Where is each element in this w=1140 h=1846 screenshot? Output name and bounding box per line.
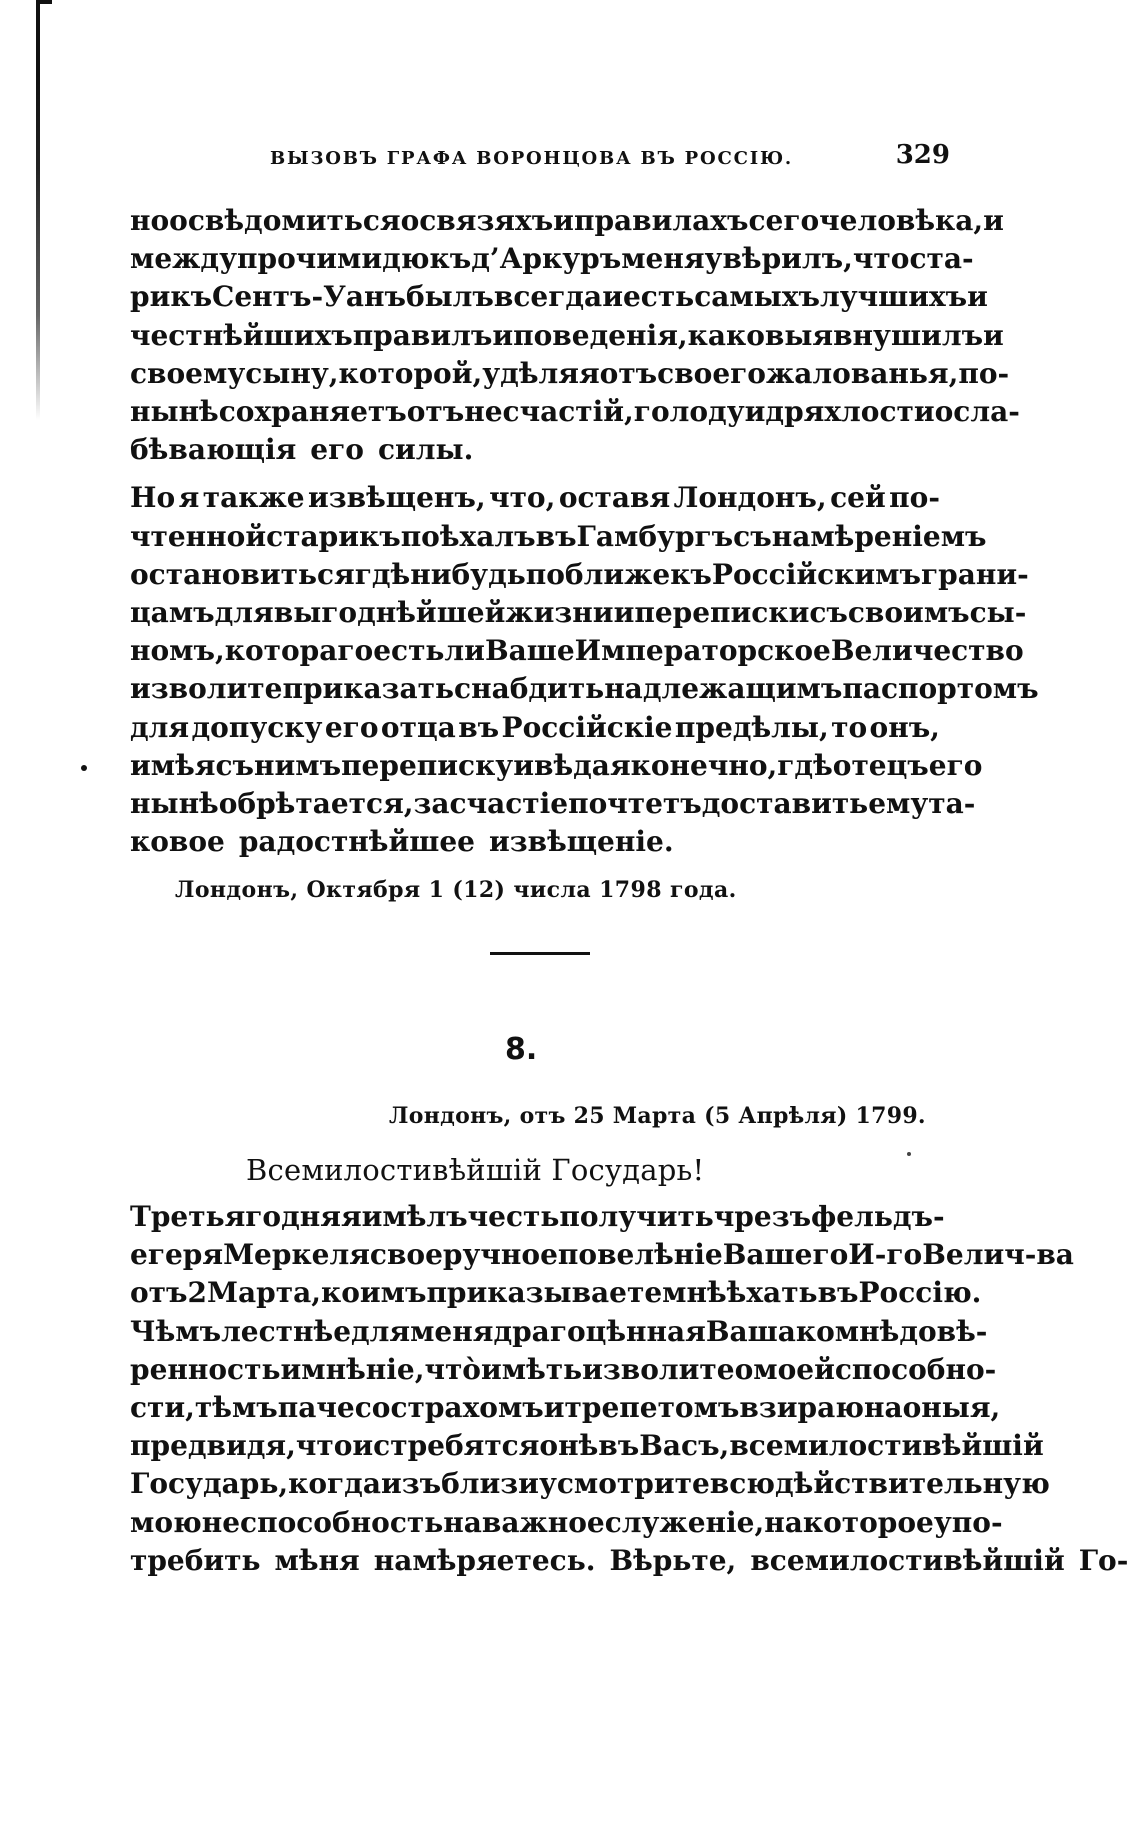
word: лестнѣе — [221, 1314, 352, 1348]
word: рикъ — [130, 280, 213, 314]
word: что, — [489, 481, 556, 515]
word: трепетомъ — [564, 1391, 740, 1425]
word: и — [513, 748, 534, 782]
word: жалованья, — [765, 356, 959, 390]
word: ему — [868, 787, 929, 821]
word: ста- — [909, 242, 974, 276]
word: я — [340, 1200, 362, 1233]
date-line: Лондонъ, отъ 25 Марта (5 Апрѣля) 1799. — [389, 1103, 926, 1129]
word: дѣйствительную — [775, 1467, 1050, 1501]
word: котораго — [224, 634, 374, 668]
word: Лондонъ, — [673, 481, 827, 515]
word: честнѣйшихъ — [130, 318, 353, 352]
word: оставя — [558, 481, 671, 515]
word: когда — [288, 1467, 381, 1501]
document-number: 8. — [505, 1032, 538, 1067]
word: ко — [795, 1314, 835, 1348]
word: Государь, — [130, 1467, 289, 1501]
text-line — [130, 1274, 982, 1312]
word: изволите — [582, 1352, 735, 1386]
word: и — [983, 204, 1004, 237]
text-line — [130, 1427, 1044, 1465]
word: поближе — [525, 557, 671, 591]
signature-line: Лондонъ, Октября 1 (12) числа 1798 года. — [175, 877, 737, 903]
word: 2 — [187, 1276, 207, 1310]
word: изъ — [380, 1467, 442, 1501]
word: почтетъ — [568, 787, 702, 821]
text-line — [130, 240, 974, 278]
word: сыну, — [245, 356, 339, 390]
word: то — [831, 710, 868, 744]
word: д’Аркуръ — [471, 242, 622, 276]
word: страхомъ — [390, 1391, 544, 1425]
word: чтò — [424, 1352, 481, 1386]
word: допуску — [191, 710, 323, 744]
word: на — [443, 1505, 482, 1539]
word: Но — [130, 481, 176, 515]
word: осла- — [934, 395, 1020, 429]
word: переписку — [341, 748, 514, 782]
word: нынѣ — [130, 787, 219, 821]
page-number: 329 — [895, 140, 950, 170]
document-1-body — [130, 202, 1039, 861]
word: удѣляя — [482, 356, 600, 390]
word: повелѣніе — [557, 1238, 723, 1272]
word: надлежащимъ — [604, 672, 843, 706]
word: его — [928, 748, 983, 782]
word: имѣя — [130, 748, 216, 782]
word: жизни — [505, 596, 614, 630]
word: честь — [467, 1200, 560, 1233]
word: онѣ — [539, 1429, 599, 1463]
word: коимъ — [320, 1276, 427, 1310]
word: требить — [130, 1543, 261, 1577]
word: своего — [657, 356, 766, 390]
word: что — [295, 1429, 353, 1463]
word: правилахъ — [573, 204, 749, 237]
word: имѣлъ — [361, 1200, 468, 1233]
word: также — [202, 481, 305, 515]
word: меня — [410, 1314, 494, 1348]
word: къ — [670, 557, 712, 591]
word: Гамбургъ — [576, 519, 734, 553]
word: и — [553, 204, 574, 237]
word: моей — [753, 1352, 835, 1386]
word: Вѣрьте, — [609, 1543, 737, 1577]
word: сей — [830, 481, 886, 515]
word: Го- — [1078, 1543, 1129, 1577]
word: ковое — [130, 825, 225, 859]
word: Ваше — [484, 634, 575, 668]
text-line — [130, 393, 1020, 431]
section-divider — [490, 952, 590, 955]
word: Величество — [830, 634, 1024, 668]
word: отецъ — [832, 748, 929, 782]
word: близи — [441, 1467, 539, 1501]
word: увѣрилъ, — [704, 242, 853, 276]
word: вѣдая — [534, 748, 631, 782]
word: внушилъ — [833, 318, 984, 352]
text-line — [130, 1504, 1003, 1542]
word: довѣ- — [899, 1314, 988, 1348]
word: между — [130, 242, 237, 276]
word: въ — [598, 1429, 640, 1463]
word: и — [602, 280, 623, 314]
word: остановиться — [130, 557, 355, 591]
word: изволите — [130, 672, 283, 706]
text-line — [130, 632, 1024, 670]
word: извѣщенъ, — [308, 481, 486, 515]
paragraph — [130, 479, 1039, 861]
word: Меркеля — [223, 1238, 370, 1272]
word: былъ — [405, 280, 494, 314]
word: лучшихъ — [819, 280, 968, 314]
word: всегда — [493, 280, 603, 314]
word: Сентъ-Уанъ — [212, 280, 406, 314]
word: дня — [281, 1200, 341, 1233]
word: Велич-ва — [922, 1238, 1074, 1272]
word: намѣреніемъ — [771, 519, 987, 553]
word: съ — [215, 748, 254, 782]
word: мнѣніе, — [301, 1352, 425, 1386]
word: естьли — [373, 634, 485, 668]
word: поѣхалъ — [400, 519, 536, 553]
word: дюкъ — [382, 242, 472, 276]
text-line — [130, 1313, 988, 1351]
word: сего — [748, 204, 820, 237]
word: на — [863, 1391, 903, 1425]
word: сти, — [130, 1391, 195, 1425]
word: неспособность — [201, 1505, 444, 1539]
word: Третьяго — [130, 1200, 282, 1233]
word: но — [130, 204, 170, 237]
word: о — [734, 1352, 754, 1386]
word: самыхъ — [694, 280, 820, 314]
text-line — [130, 1465, 1050, 1503]
word: въ — [458, 710, 500, 744]
word: номъ, — [130, 634, 225, 668]
document-2-body — [130, 1198, 1129, 1580]
word: егеря — [130, 1238, 224, 1272]
word: нынѣ — [130, 395, 219, 429]
word: освѣдомиться — [169, 204, 401, 237]
word: снабдить — [454, 672, 605, 706]
word: меня — [621, 242, 705, 276]
word: Васъ, — [639, 1429, 730, 1463]
word: въ — [535, 519, 577, 553]
word: бѣвающія — [130, 433, 297, 467]
word: гдѣ — [354, 557, 411, 591]
word: что — [852, 242, 910, 276]
word: паче — [277, 1391, 355, 1425]
text-line — [130, 1542, 1129, 1580]
word: чрезъ — [713, 1200, 812, 1233]
word: истребятся — [352, 1429, 540, 1463]
word: отъ — [130, 1276, 188, 1310]
word: и — [744, 395, 766, 429]
word: со — [354, 1391, 391, 1425]
text-line — [130, 1389, 1001, 1427]
text-line — [130, 317, 1004, 355]
word: правилъ — [352, 318, 493, 352]
word: мнѣ — [834, 1314, 900, 1348]
word: та- — [928, 787, 976, 821]
word: паспортомъ — [842, 672, 1039, 706]
word: Ваша — [705, 1314, 796, 1348]
text-line — [130, 709, 940, 747]
word: отца — [380, 710, 456, 744]
word: за — [413, 787, 450, 821]
word: старикъ — [266, 519, 401, 553]
word: я — [178, 481, 200, 515]
salutation: Всемилостивѣйшій Государь! — [246, 1153, 705, 1187]
word: сохраняетъ — [218, 395, 407, 429]
word: своему — [130, 356, 246, 390]
word: всемилостивѣйшій — [729, 1429, 1044, 1463]
text-line — [130, 355, 1010, 393]
word: выгоднѣйшей — [273, 596, 506, 630]
word: съ — [733, 519, 772, 553]
word: счастіе — [449, 787, 569, 821]
word: доставить — [701, 787, 869, 821]
word: его — [310, 433, 364, 467]
word: которой, — [338, 356, 483, 390]
word: поведенія, — [513, 318, 688, 352]
word: есть — [622, 280, 695, 314]
text-line — [130, 556, 1029, 594]
word: чтенной — [130, 519, 267, 553]
word: Вашего — [722, 1238, 849, 1272]
word: ренность — [130, 1352, 281, 1386]
word: связяхъ — [419, 204, 554, 237]
text-line — [130, 278, 988, 316]
text-line — [130, 1351, 997, 1389]
word: получить — [559, 1200, 714, 1233]
word: служеніе, — [604, 1505, 765, 1539]
word: предѣлы, — [674, 710, 829, 744]
word: мѣня — [274, 1543, 360, 1577]
text-line — [130, 823, 940, 861]
word: способно- — [834, 1352, 997, 1386]
word: о — [400, 204, 420, 237]
word: усмотрите — [538, 1467, 710, 1501]
text-line — [130, 1236, 1074, 1274]
word: человѣка, — [819, 204, 984, 237]
word: прочими — [237, 242, 383, 276]
word: фельдъ- — [811, 1200, 945, 1233]
page-edge-corner — [40, 0, 52, 4]
word: каковыя — [687, 318, 834, 352]
word: и — [613, 596, 635, 630]
word: взираю — [739, 1391, 864, 1425]
word: и — [543, 1391, 565, 1425]
word: Чѣмъ — [130, 1314, 222, 1348]
word: сы- — [969, 596, 1027, 630]
word: обрѣтается, — [218, 787, 414, 821]
text-line — [130, 670, 1039, 708]
word: съ — [809, 596, 848, 630]
word: по- — [889, 481, 940, 515]
word: для — [130, 710, 190, 744]
text-line — [130, 518, 987, 556]
word: Россійскіе — [501, 710, 673, 744]
paragraph — [130, 202, 1020, 469]
word: ѣхать — [726, 1276, 818, 1310]
word: его — [324, 710, 379, 744]
word: на — [764, 1505, 803, 1539]
margin-dot — [81, 765, 87, 771]
word: нибудь — [410, 557, 526, 591]
word: упо- — [933, 1505, 1003, 1539]
word: и — [967, 280, 988, 314]
word: предвидя, — [130, 1429, 296, 1463]
word: приказываете — [426, 1276, 663, 1310]
word: оныя, — [902, 1391, 1001, 1425]
word: Россію. — [858, 1276, 982, 1310]
text-line — [130, 785, 976, 823]
word: гдѣ — [777, 748, 833, 782]
text-line — [130, 202, 1004, 240]
word: мнѣ — [662, 1276, 727, 1310]
word: Россійскимъ — [711, 557, 921, 591]
word: для — [214, 596, 274, 630]
word: Марта, — [207, 1276, 321, 1310]
word: всемилостивѣйшій — [750, 1543, 1065, 1577]
word: дряхлости — [765, 395, 935, 429]
word: отъ — [406, 395, 465, 429]
word: извѣщеніе. — [488, 825, 674, 859]
running-head: ВЫЗОВЪ ГРАФА ВОРОНЦОВА ВЪ РОССІЮ. — [270, 148, 793, 169]
word: голоду — [633, 395, 745, 429]
text-line — [130, 431, 940, 469]
word: своимъ — [847, 596, 970, 630]
word: по- — [958, 356, 1010, 390]
word: грани- — [920, 557, 1029, 591]
word: для — [351, 1314, 411, 1348]
word: несчастій, — [464, 395, 634, 429]
text-line — [130, 594, 1027, 632]
word: цамъ — [130, 596, 215, 630]
text-line — [130, 747, 983, 785]
word: Императорское — [574, 634, 831, 668]
word: всю — [709, 1467, 775, 1501]
word: важное — [481, 1505, 605, 1539]
paragraph — [130, 1198, 1129, 1580]
word: отъ — [599, 356, 658, 390]
word: намѣряетесь. — [373, 1543, 596, 1577]
word: переписки — [634, 596, 810, 630]
text-line — [130, 1198, 945, 1236]
page-header — [80, 140, 950, 176]
word: драгоцѣнная — [493, 1314, 706, 1348]
word: нимъ — [254, 748, 342, 782]
page-edge-mark — [36, 0, 40, 420]
word: своеручное — [369, 1238, 558, 1272]
word: силы. — [377, 433, 474, 467]
print-speck — [907, 1152, 911, 1156]
word: въ — [817, 1276, 859, 1310]
word: и — [983, 318, 1004, 352]
text-line — [130, 479, 940, 517]
word: онъ, — [869, 710, 940, 744]
word: радостнѣйшее — [238, 825, 475, 859]
word: приказать — [282, 672, 455, 706]
word: и — [492, 318, 514, 352]
word: И-го — [848, 1238, 923, 1272]
word: и — [280, 1352, 302, 1386]
word: тѣмъ — [194, 1391, 278, 1425]
word: конечно, — [630, 748, 778, 782]
word: которое — [802, 1505, 934, 1539]
word: имѣть — [480, 1352, 583, 1386]
word: мою — [130, 1505, 202, 1539]
